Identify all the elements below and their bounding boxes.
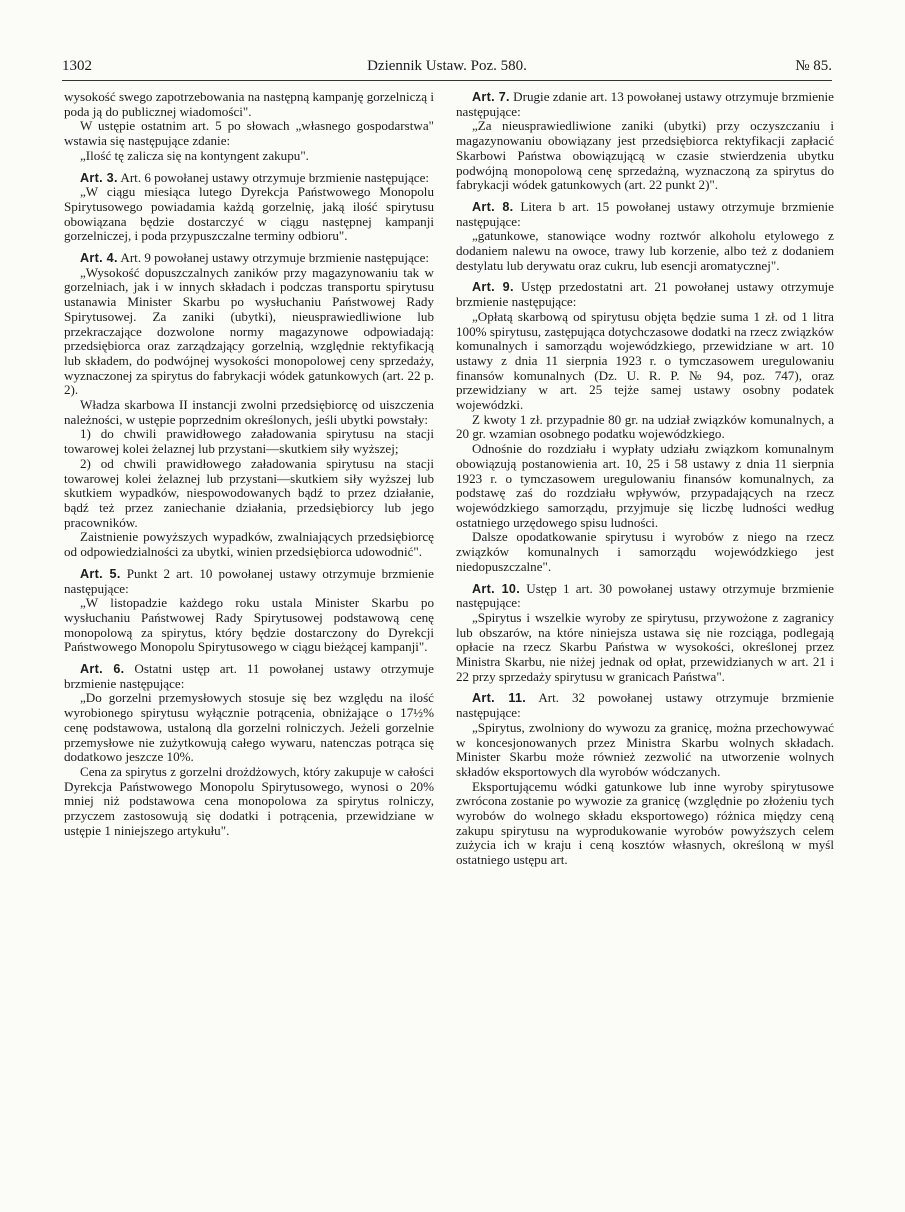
article-intro: Punkt 2 art. 10 powołanej ustawy otrzymuje brzmienie następujące: — [64, 565, 434, 596]
article-heading — [456, 691, 834, 720]
paragraph: Władza skarbowa II instancji zwolni przedsiębiorcę od uiszczenia należności, w ustępie poprzednim określonych, jeśli ubytki powstały: — [64, 397, 434, 427]
paragraph: Zaistnienie powyższych wypadków, zwalniających przedsiębiorcę od odpowiedzialności za ubytki, winien przedsiębiorca udowodnić". — [64, 529, 434, 560]
article-heading — [64, 567, 434, 596]
article-label: Art. 7. — [472, 90, 510, 104]
article-heading — [456, 90, 834, 119]
right-column — [456, 90, 834, 1150]
issue-number: № 85. — [795, 58, 832, 74]
page-header — [62, 58, 832, 80]
paragraph: „gatunkowe, stanowiące wodny roztwór alkoholu etylowego z dodaniem nalewu na owoce, trawy lub korzenie, albo też z dodaniem destylatu lub derywatu oraz cukru, lub esencji aromatycznej". — [456, 228, 834, 273]
article-heading — [64, 251, 434, 266]
paragraph: „Spirytus, zwolniony do wywozu za granicę, można przechowywać w koncesjonowanych przez Ministra Skarbu wolnych składach. Minister Skarbu może również zezwolić na utworzenie wolnych składów eksportowych dla wyrobów wódczanych. — [456, 719, 834, 779]
article-label: Art. 4. — [80, 251, 118, 266]
article-intro: Ustęp przedostatni art. 21 powołanej ustawy otrzymuje brzmienie następujące: — [456, 279, 834, 310]
paragraph: 2) od chwili prawidłowego załadowania spirytusu na stacji towarowej kolei żelaznej lub przystani—skutkiem siły wyższej lub skutkiem wypadków, niespowodowanych bądź to przez działanie, bądź też przez zaniechanie działania, przedsiębiorcy lub jego pracowników. — [64, 455, 434, 530]
paragraph: „Spirytus i wszelkie wyroby ze spirytusu, przywożone z zagranicy lub obszarów, na które niniejsza ustawa się nie rozciąga, podlegają opłacie na rzecz Skarbu Państwa w wysokości, określonej przez Ministra Skarbu, nie niżej jednak od opłat, przewidzianych w art. 21 i 22 przy sprzedaży spirytusu w granicach Państwa". — [456, 609, 834, 684]
article-heading — [64, 171, 434, 186]
journal-title: Dziennik Ustaw. Poz. 580. — [367, 58, 527, 74]
article-label: Art. 3. — [80, 170, 118, 185]
paragraph: wysokość swego zapotrzebowania na następną kampanję gorzelniczą i poda ją do publicznej wiadomości". — [64, 90, 434, 119]
article-heading — [456, 280, 834, 309]
paragraph: „Ilość tę zalicza się na kontyngent zakupu". — [80, 147, 309, 163]
article-heading — [64, 662, 434, 691]
paragraph: „Opłatą skarbową od spirytusu objęta będzie suma 1 zł. od 1 litra 100% spirytusu, zastępująca dotychczasowe dodatki na rzecz związków komunalnych i samorządu wojewódzkiego, przewidziane w art. 10 ustawy z dnia 11 sierpnia 1923 r. o tymczasowem uregulowaniu finansów komunalnych (Dz. U. R. P. № 94, poz. 747), oraz przewidziany w art. 25 tejże samej ustawy osobny podatek wojewódzki. — [456, 308, 834, 413]
left-column — [64, 90, 434, 1150]
paragraph: Dalsze opodatkowanie spirytusu i wyrobów z niego na rzecz związków komunalnych i samorządu wojewódzkiego jest niedopuszczalne". — [456, 529, 834, 574]
article-label: Art. 8. — [472, 199, 514, 214]
header-rule — [62, 80, 832, 81]
article-intro: Drugie zdanie art. 13 powołanej ustawy otrzymuje brzmienie następujące: — [456, 90, 834, 119]
article-intro: Litera b art. 15 powołanej ustawy otrzymuje brzmienie następujące: — [456, 198, 834, 229]
article-intro: Art. 6 powołanej ustawy otrzymuje brzmienie następujące: — [120, 169, 430, 185]
article-heading — [456, 200, 834, 229]
paragraph: Odnośnie do rozdziału i wypłaty udziału związkom komunalnym obowiązują postanowienia art. 10, 25 i 58 ustawy z dnia 11 sierpnia 1923 r. o tymczasowem uregulowaniu finansów komunalnych, za podstawę zaś do rozdziału wpływów, przypadających na rzecz wojewódzkiego samorządu, przyjmuje się liczbę ludności według ostatniego urzędowego spisu ludności. — [456, 441, 834, 530]
article-label: Art. 11. — [472, 691, 527, 706]
article-label: Art. 5. — [80, 566, 121, 581]
article-heading — [456, 582, 834, 611]
article-label: Art. 9. — [472, 280, 514, 295]
article-intro: Art. 9 powołanej ustawy otrzymuje brzmienie następujące: — [120, 250, 430, 266]
paragraph: Z kwoty 1 zł. przypadnie 80 gr. na udział związków komunalnych, a 20 gr. wzamian osobnego podatku wojewódzkiego. — [456, 411, 834, 442]
article-intro: Ustęp 1 art. 30 powołanej ustawy otrzymuje brzmienie następujące: — [456, 580, 834, 611]
paragraph: „Do gorzelni przemysłowych stosuje się bez względu na ilość wyrobionego spirytusu wyłącznie potrącenia, obniżające o 17½% cenę podstawowa, ustaloną dla gorzelni rolniczych. Jeżeli gorzelnie przemysłowe nie zużytkowują całego wywaru, natenczas potrąca się dodatkowo jeszcze 10%. — [64, 690, 434, 765]
paragraph: „W ciągu miesiąca lutego Dyrekcja Państwowego Monopolu Spirytusowego powiadamia każdą gorzelnię, jaką ilość spirytusu obowiązana będzie dostarczyć w ciągu następnej kampanji gorzelniczej, i poda przypuszczalne terminy odbioru". — [64, 184, 434, 244]
paragraph: „Wysokość dopuszczalnych zaników przy magazynowaniu tak w gorzelniach, jak i w innych składach i podczas transportu spirytusu ustanawia Minister Skarbu po wysłuchaniu Państwowej Rady Spirytusowej. Za zaniki (ubytki), nieusprawiedliwione lub przekraczające dozwolone normy magazynowe odpowiadają: przedsiębiorca oraz zarządzający gorzelnią, względnie rektyfikacją lub składem, do podwójnej wysokości monopolowej ceny sprzedaży, wyznaczonej za spirytus do fabrykacji wódek gatunkowych (art. 22 p. 2). — [64, 264, 434, 398]
paragraph: W ustępie ostatnim art. 5 po słowach „własnego gospodarstwa" wstawia się następujące zdanie: — [64, 118, 434, 149]
article-intro: Art. 32 powołanej ustawy otrzymuje brzmienie następujące: — [456, 690, 834, 721]
article-label: Art. 10. — [472, 581, 521, 596]
paragraph: Eksportującemu wódki gatunkowe lub inne wyroby spirytusowe zwrócona zostanie po wywozie za granicę (względnie po złożeniu tych wyrobów do wolnego składu eksportowego) różnica między ceną zakupu spirytusu na wyprodukowanie wyrobów powyższych celem zużycia ich w kraju i ceną kosztów własnych, określoną w myśl ostatniego ustępu art. — [456, 778, 834, 868]
article-label: Art. 6. — [80, 662, 125, 677]
article-intro: Ostatni ustęp art. 11 powołanej ustawy otrzymuje brzmienie następujące: — [64, 661, 434, 691]
paragraph: Cena za spirytus z gorzelni drożdżowych, który zakupuje w całości Dyrekcja Państwowego Monopolu Spirytusowego, wynosi o 20% mniej niż podstawowa cena monopolowa za spirytus rolniczy, przyczem zastosowują się dodatki i potrącenia, przewidziane w ustępie 1 niniejszego artykułu". — [64, 763, 434, 838]
paragraph: „Za nieusprawiedliwione zaniki (ubytki) przy oczyszczaniu i magazynowaniu obowiązany jest przedsiębiorca rektyfikacji zapłacić Skarbowi Państwa obowiązującą w czasie stwierdzenia ubytku podwójną monopolową cenę sprzedażną, wyznaczoną za spirytus do fabrykacji wódek gatunkowych (art. 22 punkt 2)". — [456, 118, 834, 193]
page-number: 1302 — [62, 58, 92, 74]
paragraph: 1) do chwili prawidłowego załadowania spirytusu na stacji towarowej kolei żelaznej lub przystani—skutkiem siły wyższej; — [64, 426, 434, 457]
paragraph: „W listopadzie każdego roku ustala Minister Skarbu po wysłuchaniu Państwowej Rady Spirytusowej podstawową cenę monopolową za spirytus, który będzie dostarczony do Dyrekcji Państwowego Monopolu Spirytusowego w ciągu bieżącej kampanji". — [64, 595, 434, 655]
